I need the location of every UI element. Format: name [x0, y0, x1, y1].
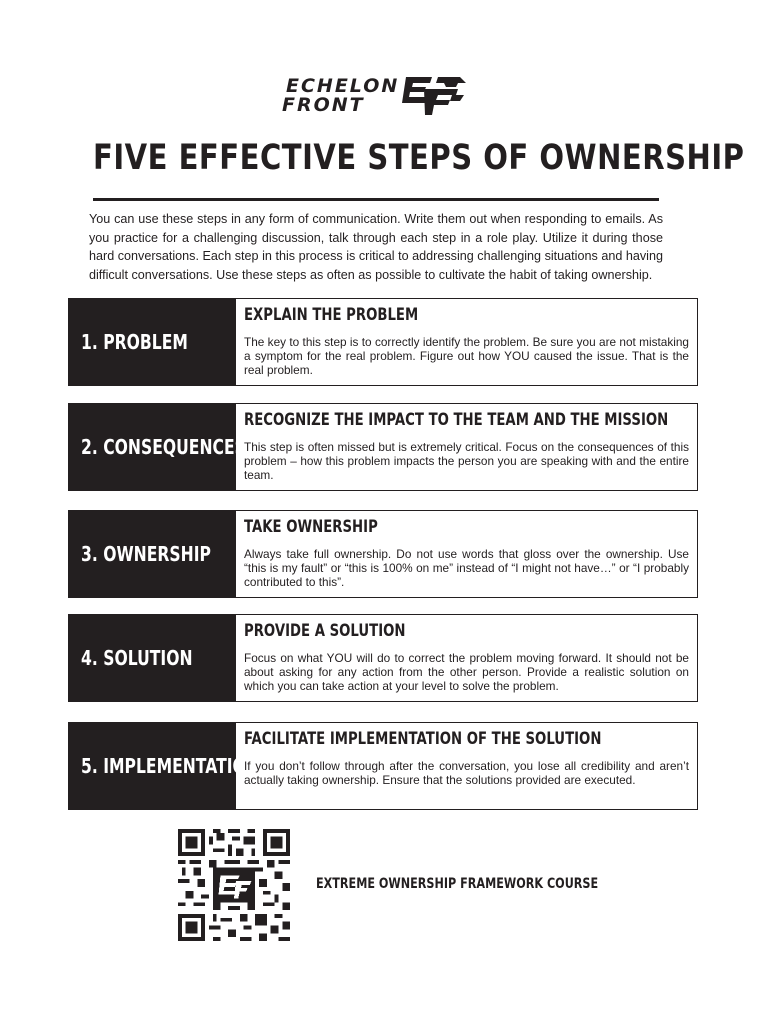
step-description: This step is often missed but is extremely critical. Focus on the consequences of this problem – how this problem impacts the person you are speaking with and the entire team.: [244, 440, 689, 482]
page-title: FIVE EFFECTIVE STEPS OF OWNERSHIP: [93, 138, 745, 178]
step-heading: EXPLAIN THE PROBLEM: [244, 305, 419, 325]
step-label: 1. PROBLEM: [81, 330, 188, 354]
step-label-panel: [69, 511, 236, 597]
step-label-panel: [69, 299, 236, 385]
step-label: 3. OWNERSHIP: [81, 542, 211, 566]
course-title: EXTREME OWNERSHIP FRAMEWORK COURSE: [316, 876, 599, 892]
qr-code-icon[interactable]: [178, 827, 290, 943]
intro-paragraph: You can use these steps in any form of communication. Write them out when responding to emails. As you practice for a challenging discussion, talk through each step in a role play. Utilize it during those hard conversations. Each step in this process is critical to addressing challenging situations and having difficult conversations. Use these steps as often as possible to cultivate the habit of taking ownership.: [89, 212, 663, 282]
step-label-panel: [69, 723, 259, 809]
step-label: 2. CONSEQUENCES: [81, 435, 246, 459]
step-card-implementation: [68, 722, 698, 810]
echelon-front-logo: [280, 74, 470, 118]
step-label: 4. SOLUTION: [81, 646, 193, 670]
title-divider: [93, 198, 659, 201]
step-card-ownership: [68, 510, 698, 598]
step-card-problem: [68, 298, 698, 386]
step-card-consequences: [68, 403, 698, 491]
step-label-panel: [69, 404, 246, 490]
step-heading: FACILITATE IMPLEMENTATION OF THE SOLUTION: [244, 729, 602, 749]
logo-word-echelon: ECHELON: [286, 75, 400, 97]
step-description: The key to this step is to correctly identify the problem. Be sure you are not mistaking a symptom for the real problem. Figure out how YOU caused the issue. That is the real problem.: [244, 335, 689, 377]
step-description: Always take full ownership. Do not use words that gloss over the ownership. Use “this is my fault” or “this is 100% on me” instead of “I might not have…” or “I probably contributed to this”.: [244, 547, 689, 589]
logo-word-front: FRONT: [282, 94, 365, 116]
step-card-solution: [68, 614, 698, 702]
ef-logo-mark-icon: [398, 77, 466, 115]
step-heading: RECOGNIZE THE IMPACT TO THE TEAM AND THE MISSION: [244, 410, 669, 430]
step-description: If you don’t follow through after the conversation, you lose all credibility and aren’t actually taking ownership. Ensure that the solutions provided are executed.: [244, 759, 689, 787]
step-label-panel: [69, 615, 236, 701]
step-description: Focus on what YOU will do to correct the problem moving forward. It should not be about asking for any action from the other person. Provide a realistic solution on which you can take action at your level to solve the problem.: [244, 651, 689, 693]
step-heading: PROVIDE A SOLUTION: [244, 621, 406, 641]
step-label: 5. IMPLEMENTATION: [81, 754, 259, 778]
step-heading: TAKE OWNERSHIP: [244, 517, 378, 537]
